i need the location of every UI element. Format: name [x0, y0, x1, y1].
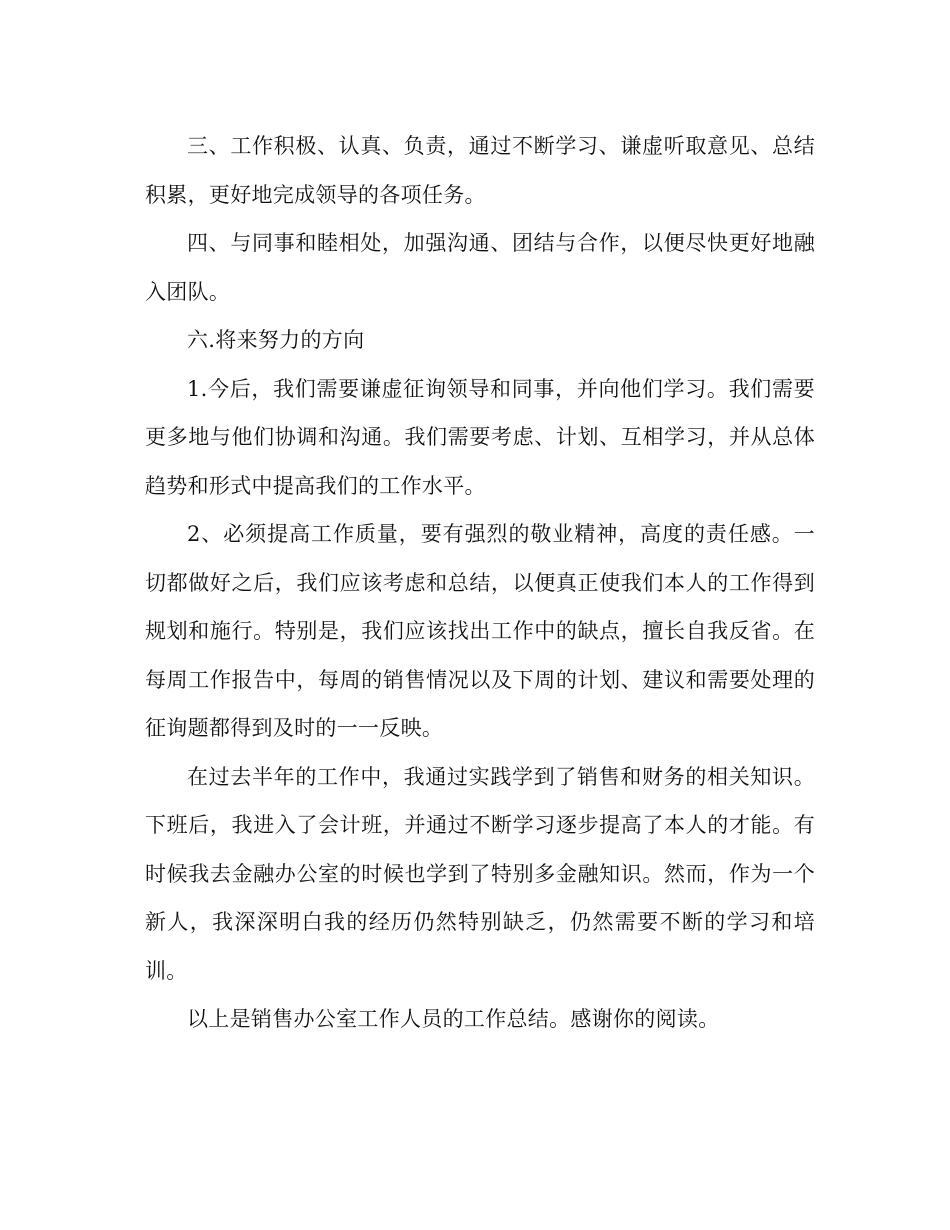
paragraph-future-2: 2、必须提高工作质量，要有强烈的敬业精神，高度的责任感。一切都做好之后，我们应该考虑和总结，以便真正使我们本人的工作得到规划和施行。特别是，我们应该找出工作中的缺点，擅长自我反省。在每周工作报告中，每周的销售情况以及下周的计划、建议和需要处理的征询题都得到及时的一一反映。 — [145, 522, 815, 740]
paragraph-item-4-teamwork: 四、与同事和睦相处，加强沟通、团结与合作，以便尽快更好地融入团队。 — [145, 231, 815, 304]
paragraph-reflection: 在过去半年的工作中，我通过实践学到了销售和财务的相关知识。下班后，我进入了会计班，并通过不断学习逐步提高了本人的才能。有时候我去金融办公室的时候也学到了特别多金融知识。然而，作为一个新人，我深深明白我的经历仍然特别缺乏，仍然需要不断的学习和培训。 — [145, 764, 815, 983]
paragraph-item-3-duties: 三、工作积极、认真、负责，通过不断学习、谦虚听取意见、总结积累，更好地完成领导的各项任务。 — [145, 134, 815, 207]
section-heading-future-direction: 六.将来努力的方向 — [187, 328, 365, 352]
paragraph-closing: 以上是销售办公室工作人员的工作总结。感谢你的阅读。 — [187, 1007, 720, 1031]
document-body — [145, 122, 815, 1044]
paragraph-future-1: 1.今后，我们需要谦虚征询领导和同事，并向他们学习。我们需要更多地与他们协调和沟通。我们需要考虑、计划、互相学习，并从总体趋势和形式中提高我们的工作水平。 — [145, 376, 815, 498]
